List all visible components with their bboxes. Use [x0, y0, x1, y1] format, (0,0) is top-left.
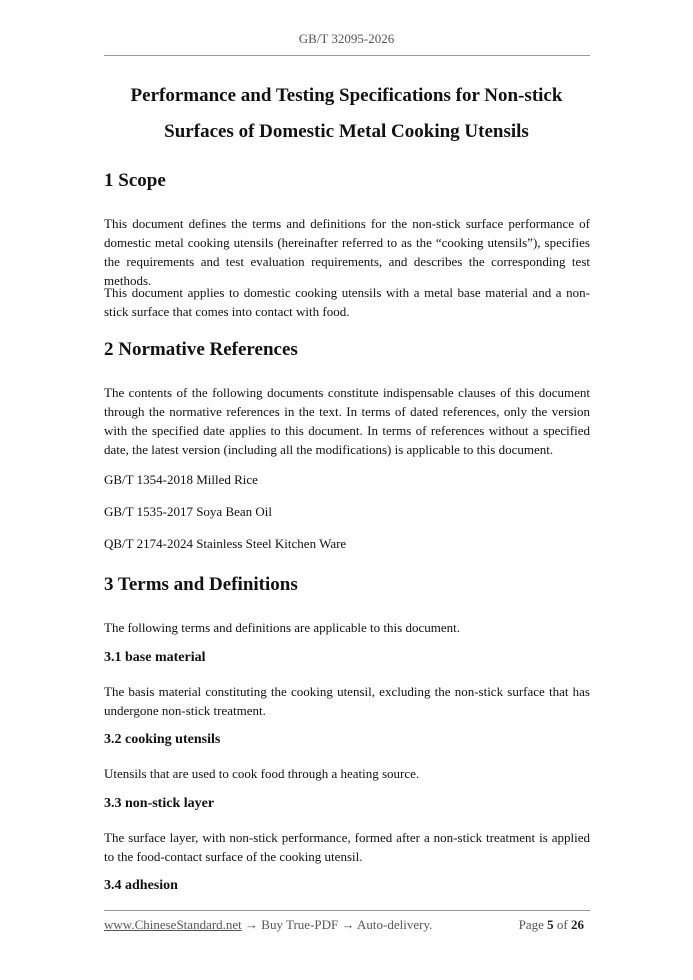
- term-heading-non-stick-layer: 3.3 non-stick layer: [104, 796, 215, 811]
- document-title-line-1: Performance and Testing Specifications for Non-stick: [130, 85, 563, 106]
- of-label: of: [556, 917, 568, 932]
- section-heading-normative-references: 2 Normative References: [104, 339, 298, 360]
- reference-item: GB/T 1535-2017 Soya Bean Oil: [104, 504, 273, 519]
- document-title-line-2: Surfaces of Domestic Metal Cooking Utensils: [164, 121, 529, 142]
- section-heading-terms: 3 Terms and Definitions: [104, 574, 298, 595]
- term-heading-adhesion: 3.4 adhesion: [104, 878, 178, 893]
- total-pages: 26: [571, 917, 584, 932]
- auto-delivery-text: Auto-delivery.: [357, 917, 433, 932]
- reference-item: QB/T 2174-2024 Stainless Steel Kitchen Ware: [104, 536, 347, 551]
- term-heading-cooking-utensils: 3.2 cooking utensils: [104, 732, 221, 747]
- header-divider: [104, 55, 590, 56]
- arrow-right-icon: →: [245, 917, 259, 932]
- page-number: [519, 917, 584, 933]
- buy-true-pdf-link[interactable]: Buy True-PDF: [261, 917, 339, 932]
- term-heading-base-material: 3.1 base material: [104, 650, 206, 665]
- scope-paragraph-1: This document defines the terms and definitions for the non-stick surface performance of domestic metal cooking utensils (hereinafter referred to as the “cooking utensils”), specifies the requirements and test evaluation requirements, and describes the corresponding test methods.: [104, 216, 590, 288]
- section-heading-scope: 1 Scope: [104, 170, 166, 191]
- term-definition-cooking-utensils: Utensils that are used to cook food through a heating source.: [104, 766, 420, 781]
- footer-divider: [104, 910, 590, 911]
- current-page: 5: [547, 917, 554, 932]
- reference-item: GB/T 1354-2018 Milled Rice: [104, 472, 258, 487]
- running-header-code: GB/T 32095-2026: [298, 31, 395, 46]
- scope-paragraph-2: This document applies to domestic cooking utensils with a metal base material and a non-stick surface that comes into contact with food.: [104, 285, 590, 319]
- references-paragraph: The contents of the following documents constitute indispensable clauses of this document through the normative references in the text. In terms of dated references, only the version with the specified date applies to this document. In terms of references without a specified date, the latest version (including all the modifications) is applicable to this document.: [104, 385, 590, 457]
- site-link[interactable]: www.ChineseStandard.net: [104, 917, 242, 932]
- terms-intro: The following terms and definitions are applicable to this document.: [104, 620, 460, 635]
- term-definition-base-material: The basis material constituting the cooking utensil, excluding the non-stick surface that has undergone non-stick treatment.: [104, 684, 590, 718]
- arrow-right-icon: →: [341, 917, 355, 932]
- page-label: Page: [518, 917, 544, 932]
- footer-promo: [104, 917, 432, 933]
- term-definition-non-stick-layer: The surface layer, with non-stick performance, formed after a non-stick treatment is applied to the food-contact surface of the cooking utensil.: [104, 830, 590, 864]
